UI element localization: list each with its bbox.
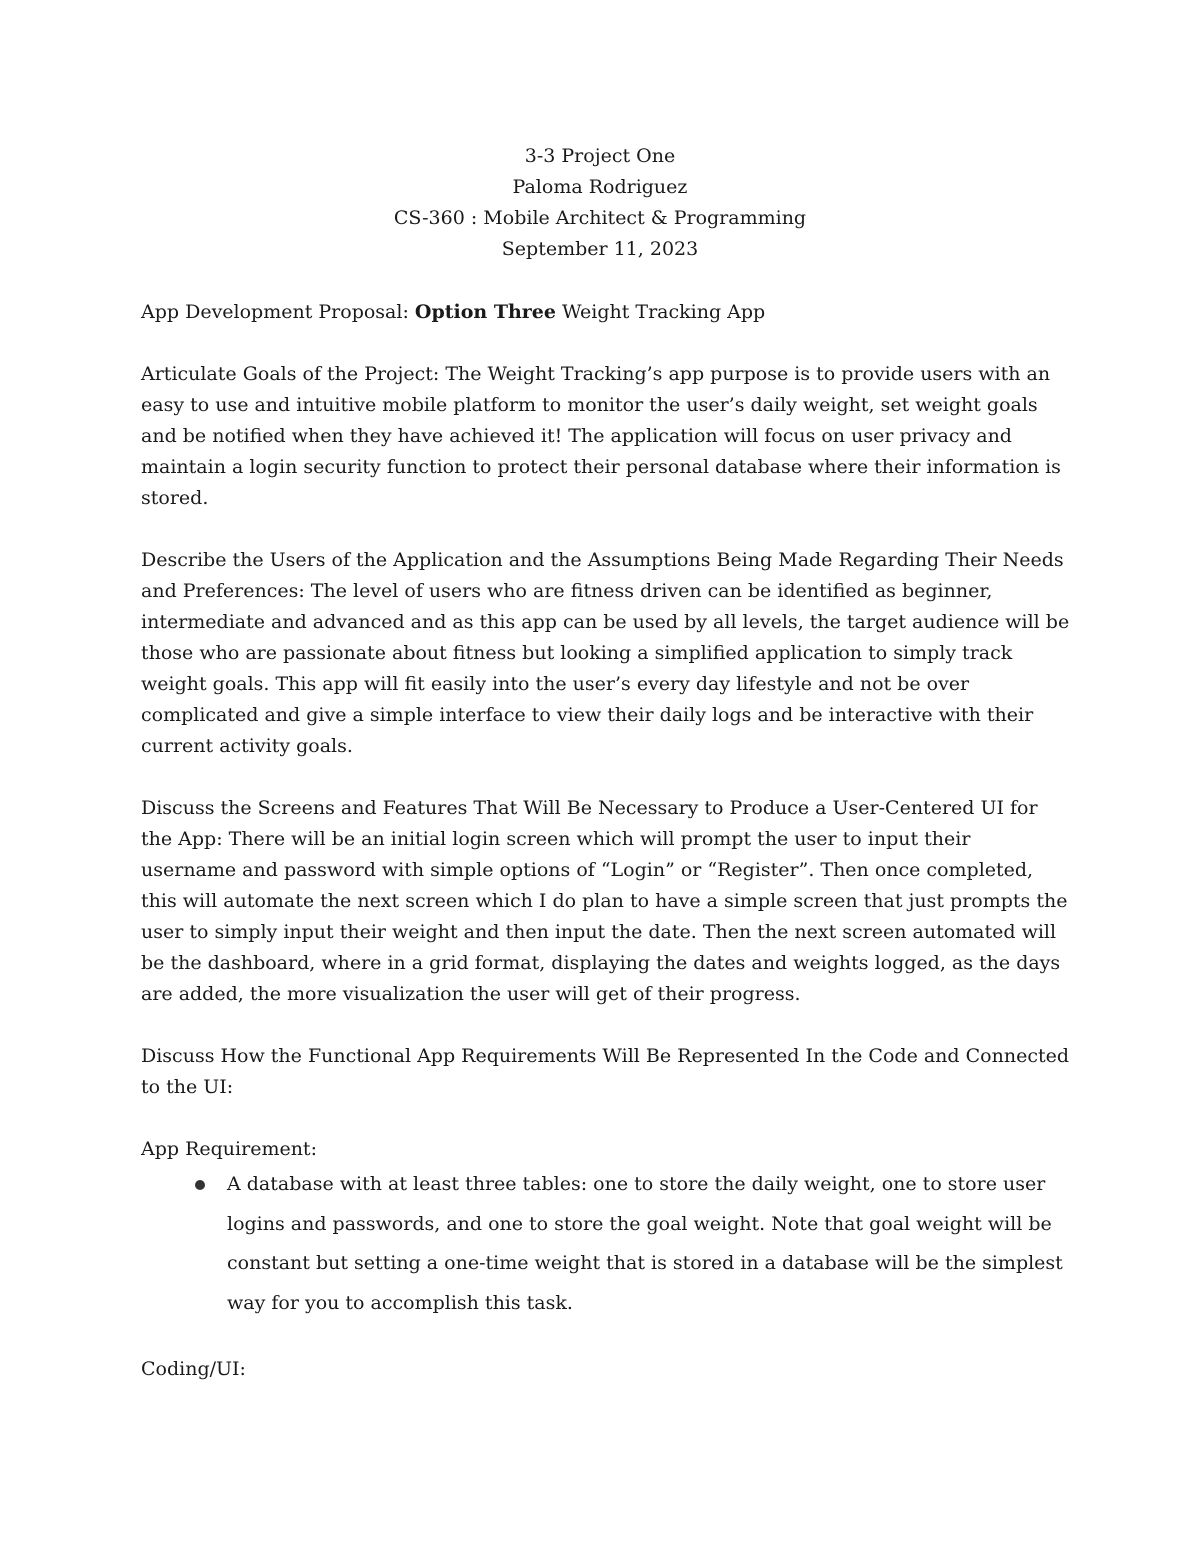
bullet-icon [195, 1180, 205, 1190]
author-name: Paloma Rodriguez [512, 176, 688, 198]
course-name: CS-360 : Mobile Architect & Programming [393, 207, 807, 229]
list-item [141, 1165, 1071, 1323]
screens-paragraph: Discuss the Screens and Features That Will Be Necessary to Produce a User-Centered UI for the App: There will be an initial login screen which will prompt the user to input their username and password with simple options of “Login” or “Register”. Then once completed, this will automate the next screen which I do plan to have a simple screen that just prompts the user to simply input their weight and then input the date. Then the next screen automated will be the dashboard, where in a grid format, displaying the dates and weights logged, as the days are added, the more visualization the user will get of their progress. [141, 797, 1068, 1005]
proposal-option: Option Three [414, 301, 556, 323]
requirement-item-text: A database with at least three tables: one to store the daily weight, one to store user logins and passwords, and one to store the goal weight. Note that goal weight will be constant but setting a one-time weight that is stored in a database will be the simplest way for you to accomplish this task. [227, 1173, 1063, 1314]
users-paragraph: Describe the Users of the Application and the Assumptions Being Made Regarding Their Needs and Preferences: The level of users who are fitness driven can be identified as beginner, intermediate and advanced and as this app can be used by all levels, the target audience will be those who are passionate about fitness but looking a simplified application to simply track weight goals. This app will fit easily into the user’s every day lifestyle and not be over complicated and give a simple interface to view their daily logs and be interactive with their current activity goals. [141, 549, 1070, 757]
document-date: September 11, 2023 [501, 238, 699, 260]
proposal-line [141, 297, 1071, 328]
title-block [0, 141, 1200, 265]
requirement-label: App Requirement: [141, 1138, 317, 1160]
document-body [141, 297, 1071, 1416]
requirement-list [141, 1165, 1071, 1323]
proposal-suffix: Weight Tracking App [555, 301, 766, 323]
proposal-prefix: App Development Proposal: [141, 301, 415, 323]
goals-paragraph: Articulate Goals of the Project: The Weight Tracking’s app purpose is to provide users with an easy to use and intuitive mobile platform to monitor the user’s daily weight, set weight goals and be notified when they have achieved it! The application will focus on user privacy and maintain a login security function to protect their personal database where their information is stored. [141, 363, 1061, 509]
functional-paragraph: Discuss How the Functional App Requirements Will Be Represented In the Code and Connected to the UI: [141, 1045, 1070, 1098]
coding-label: Coding/UI: [141, 1358, 246, 1380]
document-title: 3-3 Project One [524, 145, 676, 167]
